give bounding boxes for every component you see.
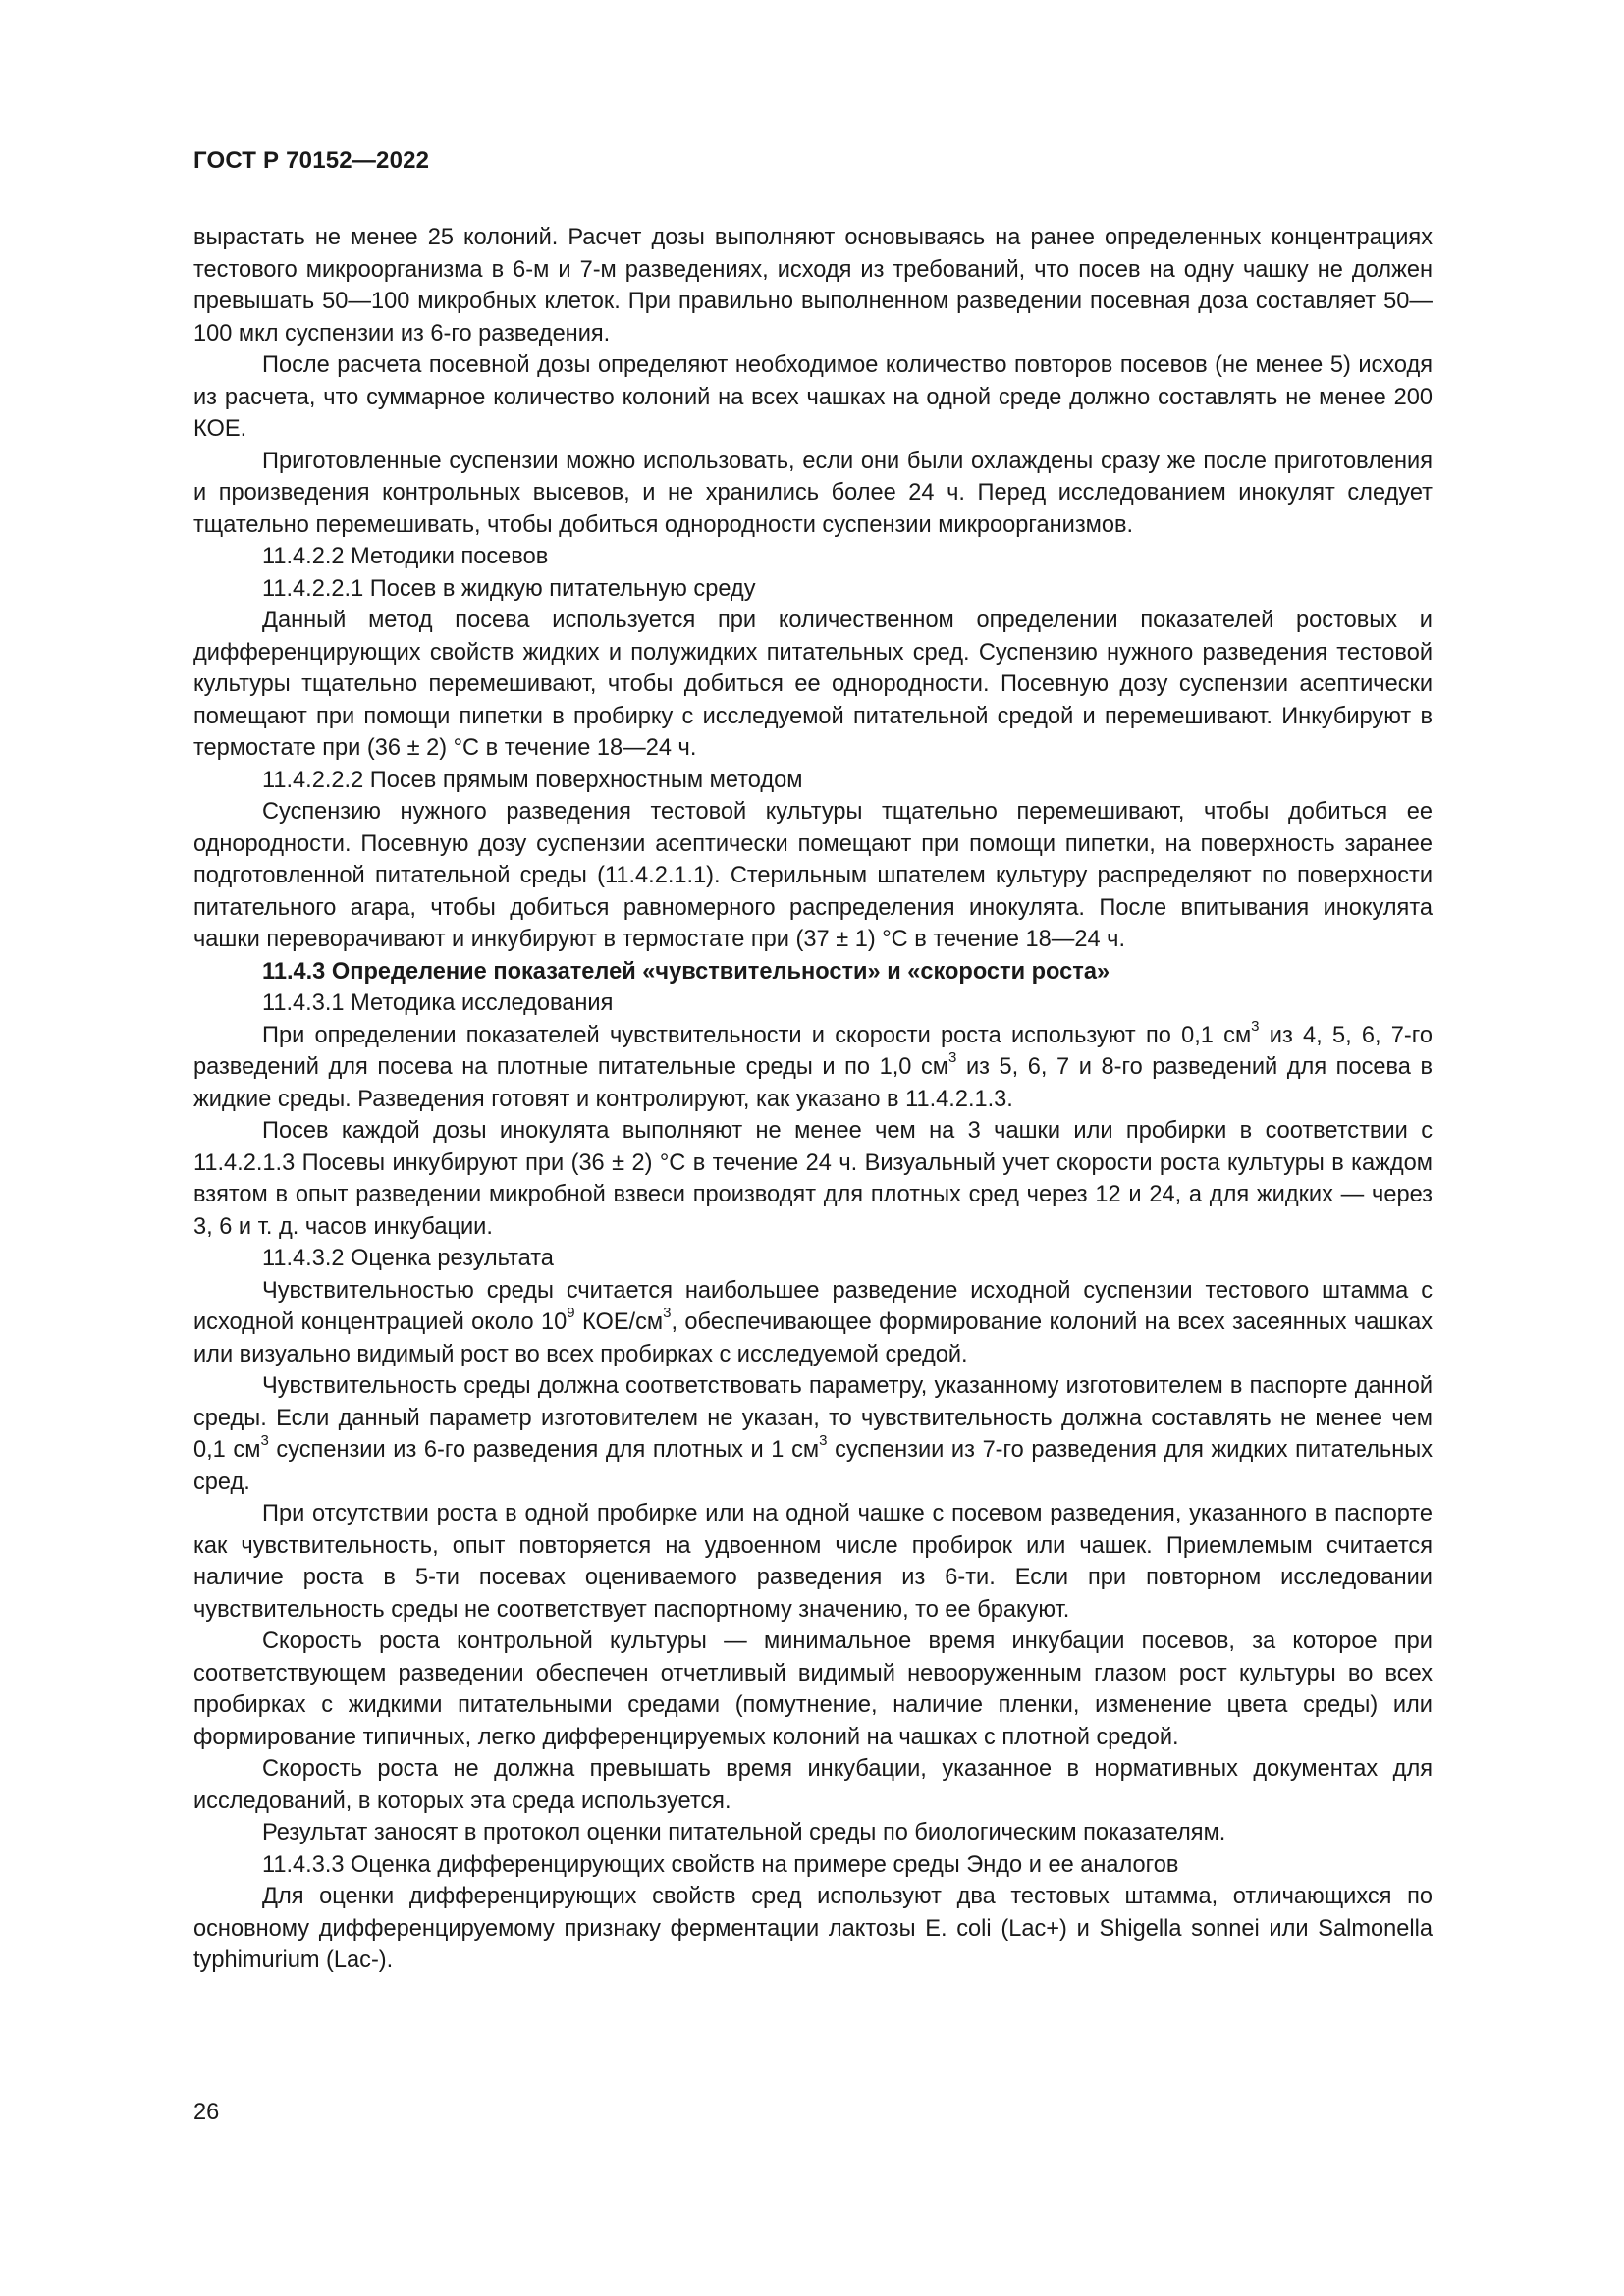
paragraph: После расчета посевной дозы определяют необходимое количество повторов посевов (не менее 5) исходя из расчета, что суммарное количество колоний на всех чашках на одной среде должно составлять не менее 200 КОЕ. <box>193 352 1433 442</box>
paragraph <box>193 1370 1433 1498</box>
page-number: 26 <box>193 2100 220 2125</box>
text-run: суспензии из 7-го разведения для жидких питательных сред. <box>193 1437 1433 1495</box>
paragraph <box>193 1275 1433 1371</box>
paragraph <box>193 1017 1434 1116</box>
superscript: 3 <box>948 1049 957 1067</box>
text-run: При определении показателей чувствительности и скорости роста используют по 0,1 см <box>262 1022 1252 1048</box>
document-code-header: ГОСТ Р 70152—2022 <box>193 147 430 174</box>
section-heading: 11.4.3.3 Оценка дифференцирующих свойств на примере среды Эндо и ее аналогов <box>262 1851 1179 1878</box>
section-heading: 11.4.2.2 Методики посевов <box>262 544 549 569</box>
section-heading-bold: 11.4.3 Определение показателей «чувствительности» и «скорости роста» <box>262 958 1110 985</box>
superscript: 3 <box>1251 1017 1260 1035</box>
document-body <box>193 222 1433 1977</box>
section-heading: 11.4.2.2.2 Посев прямым поверхностным методом <box>262 767 803 793</box>
superscript: 3 <box>819 1432 828 1450</box>
text-run: Чувствительность среды должна соответствовать параметру, указанному изготовителем в паспорте данной среды. Если данный параметр изготовителем не указан, то чувствительность должна составлять не менее чем 0,1 см <box>193 1373 1433 1463</box>
superscript: 9 <box>567 1305 575 1322</box>
paragraph: Приготовленные суспензии можно использовать, если они были охлаждены сразу же после приготовления и произведения контрольных высевов, и не хранились более 24 ч. Перед исследованием инокулят следует тщательно перемешивать, чтобы добиться однородности суспензии микроорганизмов. <box>193 448 1433 538</box>
text-run: из 5, 6, 7 и 8-го разведений для посева в жидкие среды. Разведения готовят и контролируют, как указано в 11.4.2.1.3. <box>193 1054 1434 1112</box>
section-heading: 11.4.2.2.1 Посев в жидкую питательную среду <box>262 575 756 602</box>
paragraph: Для оценки дифференцирующих свойств сред используют два тестовых штамма, отличающихся по основному дифференцируемому признаку ферментации лактозы E. coli (Lac+) и Shigella sonnei или Salmonella typhimurium (Lac-). <box>193 1884 1433 1973</box>
paragraph: Суспензию нужного разведения тестовой культуры тщательно перемешивают, чтобы добиться ее однородности. Посевную дозу суспензии асептически помещают при помощи пипетки, на поверхность заранее подготовленной питательной среды (11.4.2.1.1). Стерильным шпателем культуру распределяют по поверхности питательного агара, чтобы добиться равномерного распределения инокулята. После впитывания инокулята чашки переворачивают и инкубируют в термостате при (37 ± 1) °С в течение 18—24 ч. <box>193 799 1433 952</box>
superscript: 3 <box>663 1305 672 1322</box>
paragraph: Результат заносят в протокол оценки питательной среды по биологическим показателям. <box>262 1820 1226 1845</box>
paragraph: вырастать не менее 25 колоний. Расчет дозы выполняют основываясь на ранее определенных концентрациях тестового микроорганизма в 6-м и 7-м разведениях, исходя из требований, что посев на одну чашку не должен превышать 50—100 микробных клеток. При правильно выполненном разведении посевная доза составляет 50—100 мкл суспензии из 6-го разведения. <box>193 225 1433 347</box>
section-heading: 11.4.3.1 Методика исследования <box>262 990 614 1016</box>
text-run: из 4, 5, 6, 7-го разведений для посева на плотные питательные среды и по 1,0 см <box>193 1022 1433 1080</box>
section-heading: 11.4.3.2 Оценка результата <box>262 1246 554 1271</box>
text-run: КОЕ/см <box>574 1309 664 1335</box>
paragraph: Скорость роста контрольной культуры — минимальное время инкубации посевов, за которое при соответствующем разведении обеспечен отчетливый видимый невооруженным глазом рост культуры во всех пробирках с жидкими питательными средами (помутнение, наличие пленки, изменение цвета среды) или формирование типичных, легко дифференцируемых колоний на чашках с плотной средой. <box>193 1629 1433 1750</box>
text-run: Чувствительностью среды считается наибольшее разведение исходной суспензии тестового штамма с исходной концентрацией около 10 <box>193 1277 1433 1335</box>
text-run: , обеспечивающее формирование колоний на всех засеянных чашках или визуально видимый рост во всех пробирках с исследуемой средой. <box>193 1309 1434 1367</box>
superscript: 3 <box>260 1432 269 1450</box>
paragraph: Скорость роста не должна превышать время инкубации, указанное в нормативных документах для исследований, в которых эта среда используется. <box>193 1756 1433 1814</box>
text-run: суспензии из 6-го разведения для плотных и 1 см <box>268 1437 820 1463</box>
paragraph: При отсутствии роста в одной пробирке или на одной чашке с посевом разведения, указанного в паспорте как чувствительность, опыт повторяется на удвоенном числе пробирок или чашек. Приемлемым считается наличие роста в 5-ти посевах оцениваемого разведения из 6-ти. Если при повторном исследовании чувствительность среды не соответствует паспортному значению, то ее бракуют. <box>193 1501 1433 1623</box>
paragraph: Данный метод посева используется при количественном определении показателей ростовых и дифференцирующих свойств жидких и полужидких питательных сред. Суспензию нужного разведения тестовой культуры тщательно перемешивают, чтобы добиться ее однородности. Посевную дозу суспензии асептически помещают при помощи пипетки в пробирку с исследуемой питательной средой и перемешивают. Инкубируют в термостате при (36 ± 2) °С в течение 18—24 ч. <box>193 608 1433 761</box>
paragraph: Посев каждой дозы инокулята выполняют не менее чем на 3 чашки или пробирки в соответствии с 11.4.2.1.3 Посевы инкубируют при (36 ± 2) °С в течение 24 ч. Визуальный учет скорости роста культуры в каждом взятом в опыт разведении микробной взвеси производят для плотных сред через 12 и 24, а для жидких — через 3, 6 и т. д. часов инкубации. <box>193 1118 1433 1240</box>
